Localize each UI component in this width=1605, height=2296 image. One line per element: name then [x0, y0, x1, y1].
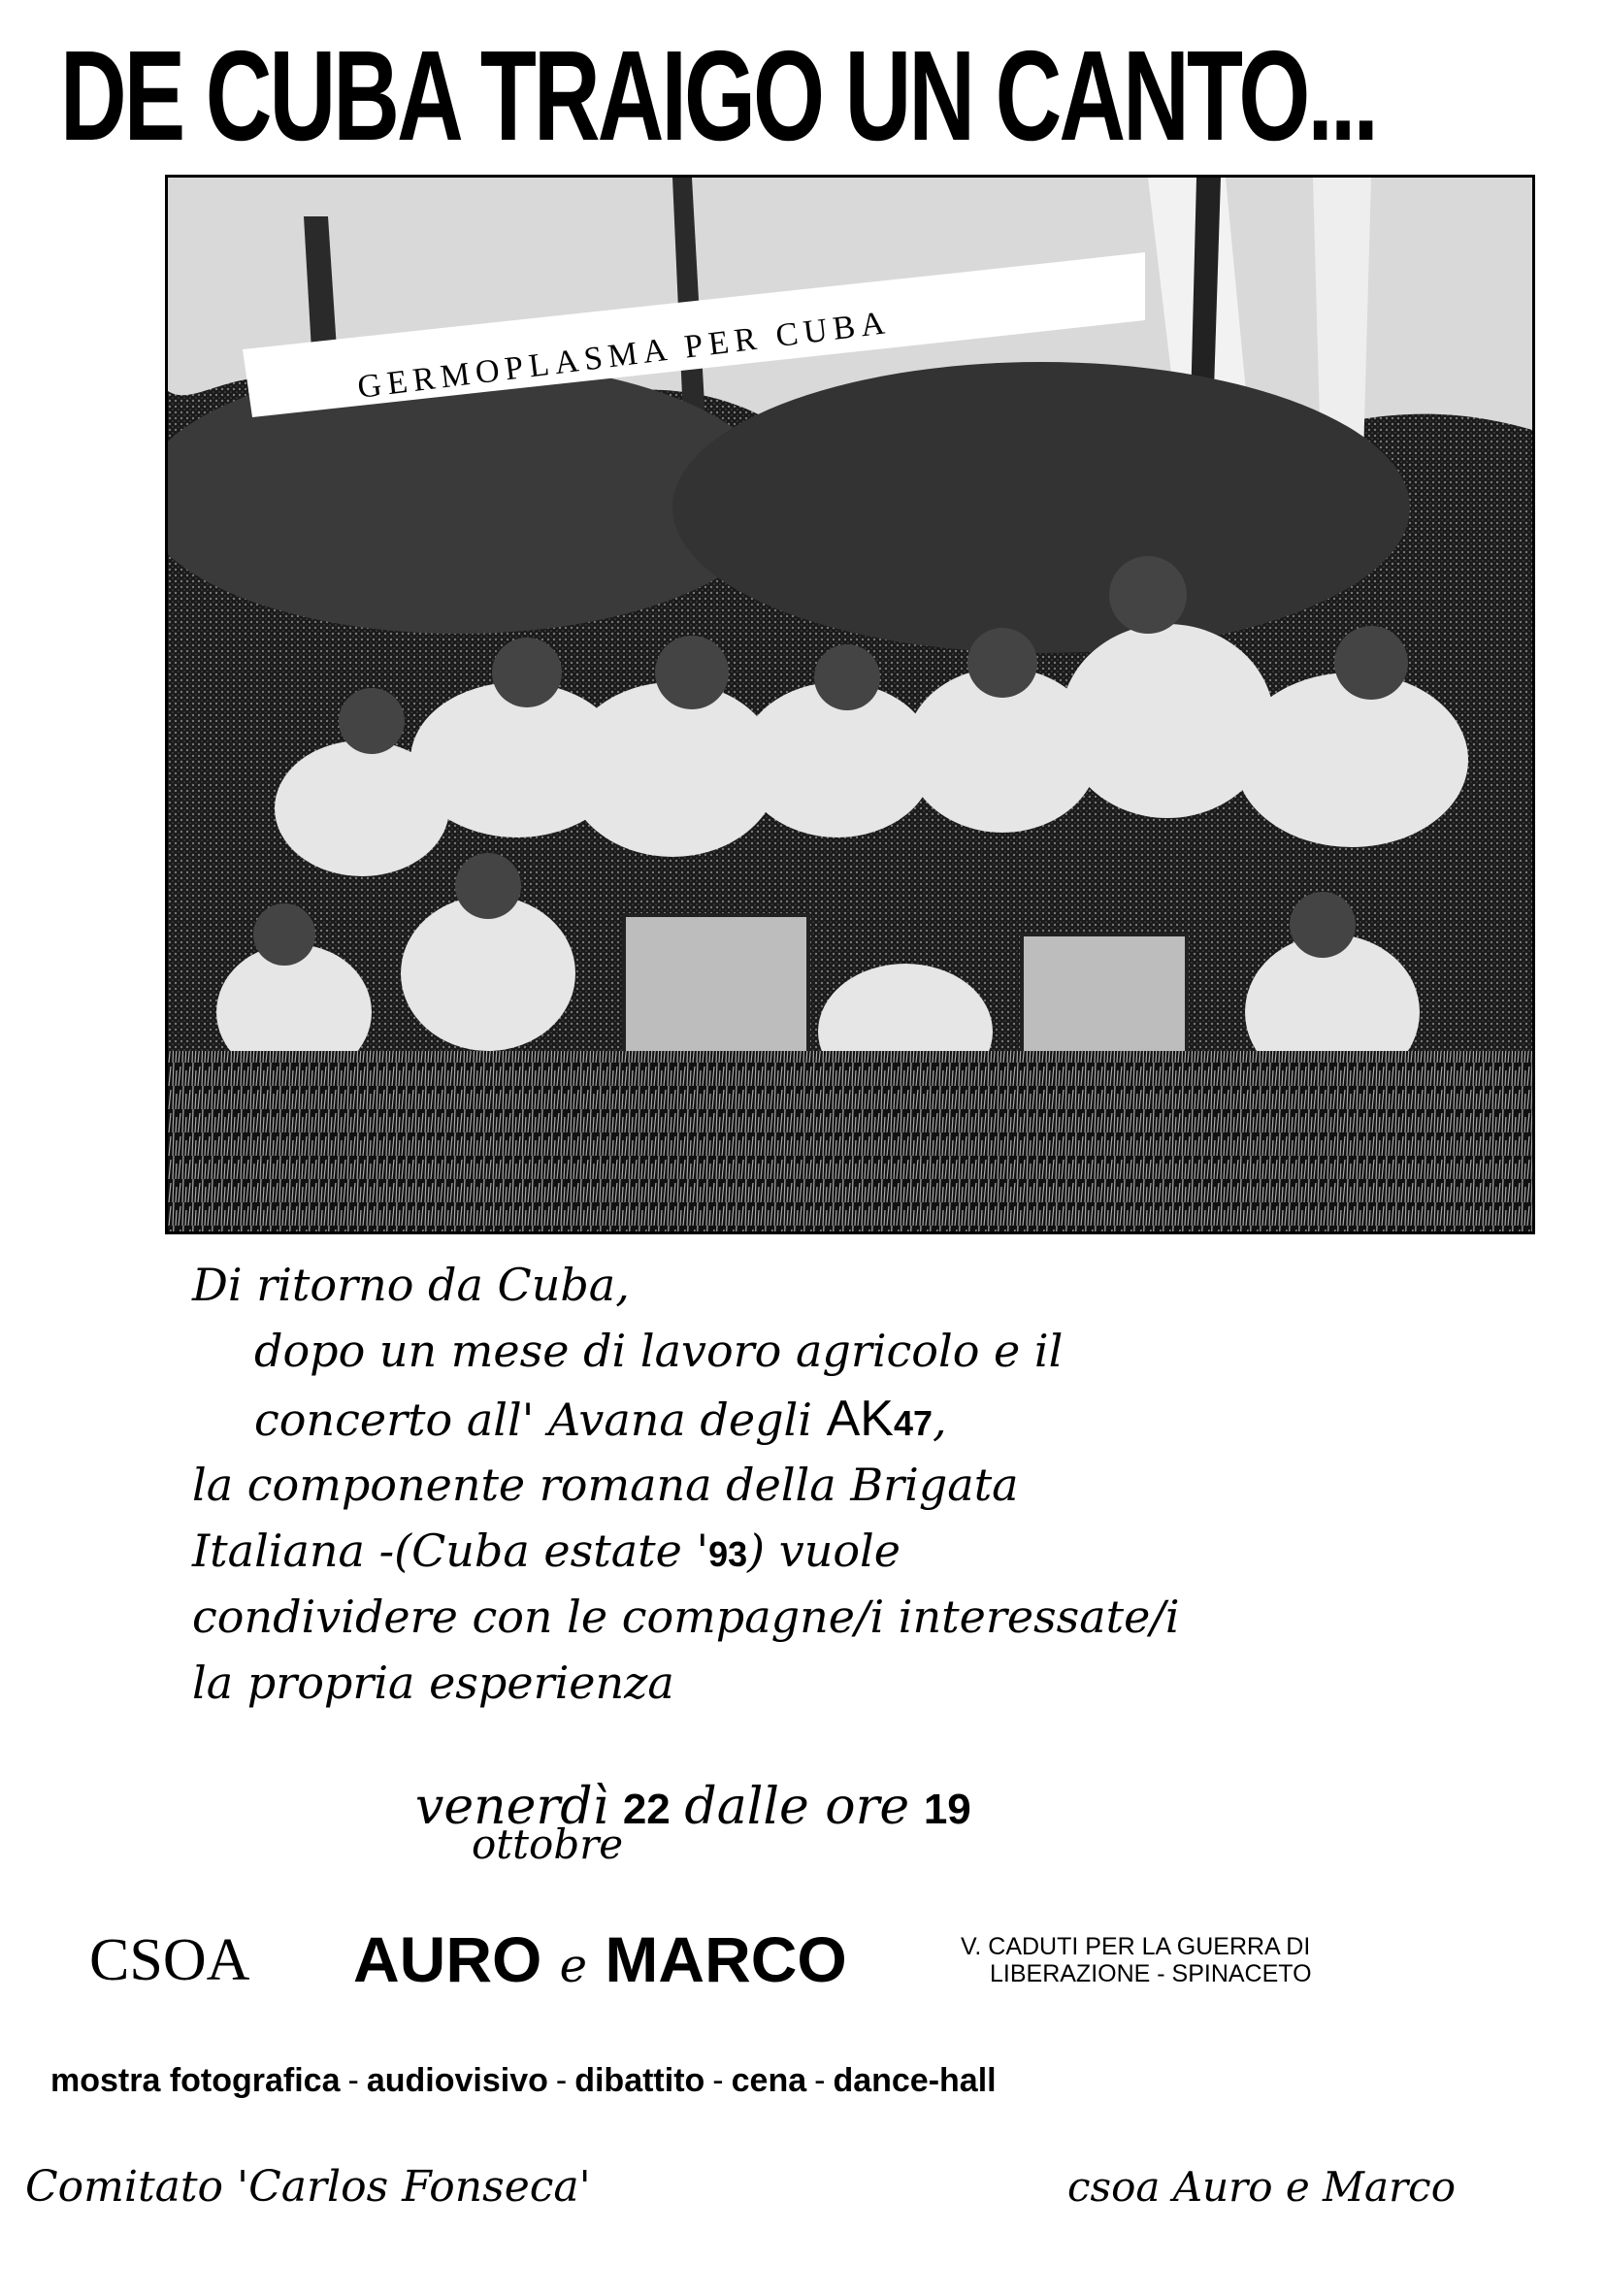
venue-name-join: e — [559, 1939, 588, 1993]
body-line-4: la componente romana della Brigata — [192, 1459, 1019, 1511]
venue-address — [961, 1933, 1312, 1987]
program-separator: - — [712, 2062, 724, 2099]
program-separator: - — [814, 2062, 826, 2099]
photo-banner — [243, 252, 1145, 417]
ak-number: 47 — [893, 1403, 934, 1443]
body-line-3 — [254, 1388, 947, 1455]
body-line-2: dopo un mese di lavoro agricolo e il — [254, 1325, 1064, 1377]
body-line-5-end: ) vuole — [747, 1525, 901, 1577]
program-item: cena — [731, 2062, 807, 2099]
program-separator: - — [555, 2062, 568, 2099]
venue-name-a: AURO — [353, 1923, 542, 1995]
address-line-2: LIBERAZIONE - SPINACETO — [990, 1960, 1312, 1987]
program-item: audiovisivo — [366, 2062, 548, 2099]
venue-name-b: MARCO — [605, 1923, 847, 1995]
body-line-3-end: , — [933, 1394, 947, 1446]
body-line-3-text: concerto all' Avana degli — [254, 1394, 812, 1446]
year-number: 93 — [708, 1534, 748, 1574]
ak-label: AK — [826, 1391, 894, 1447]
body-line-6: condividere con le compagne/i interessate/i — [192, 1591, 1180, 1643]
body-line-5-text: Italiana -(Cuba estate ' — [192, 1525, 709, 1577]
event-day: 22 — [622, 1786, 671, 1833]
footer-organizer-left: Comitato 'Carlos Fonseca' — [25, 2162, 591, 2212]
event-hour: 19 — [923, 1786, 971, 1833]
banner-text: GERMOPLASMA PER CUBA — [355, 304, 893, 406]
program-item: mostra fotografica — [50, 2062, 341, 2099]
event-from-hours: dalle ore — [684, 1778, 910, 1836]
event-weekday: venerdì — [415, 1778, 609, 1836]
program-item: dance-hall — [833, 2062, 997, 2099]
body-line-5 — [192, 1520, 901, 1586]
program-list — [50, 2059, 997, 2102]
body-line-7: la propria esperienza — [192, 1656, 674, 1709]
poster-headline: DE CUBA TRAIGO UN CANTO... — [60, 24, 1377, 167]
footer-organizer-right: csoa Auro e Marco — [1067, 2163, 1456, 2211]
body-line-1: Di ritorno da Cuba, — [192, 1259, 630, 1311]
program-item: dibattito — [574, 2062, 705, 2099]
venue-prefix: CSOA — [89, 1927, 250, 1993]
venue-name — [353, 1921, 847, 2004]
event-month: ottobre — [472, 1820, 624, 1868]
address-line-1: V. CADUTI PER LA GUERRA DI — [961, 1933, 1311, 1960]
program-separator: - — [347, 2062, 359, 2099]
